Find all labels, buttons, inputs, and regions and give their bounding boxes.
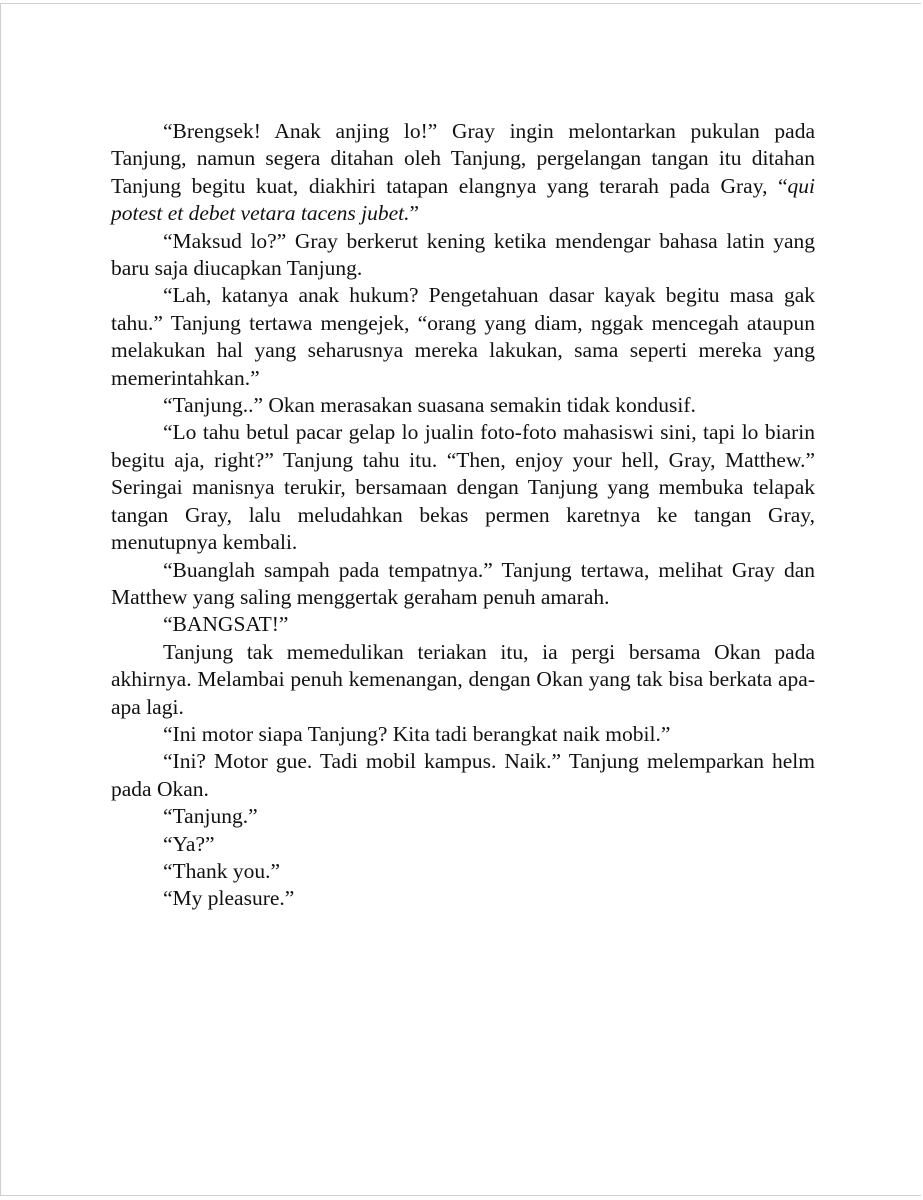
paragraph-10: “Ini? Motor gue. Tadi mobil kampus. Naik.” Tanjung melemparkan helm pada Okan. [111, 749, 815, 801]
paragraph-1-text-b: ” [409, 201, 420, 226]
paragraph-4: “Tanjung..” Okan merasakan suasana semakin tidak kondusif. [163, 393, 696, 418]
paragraph-13: “Thank you.” [163, 858, 281, 883]
document-page [0, 3, 921, 1196]
body-text [111, 118, 815, 913]
latin-quote: qui potest et debet vetara tacens jubet. [111, 173, 815, 226]
paragraph-1 [111, 118, 815, 228]
paragraph-2: “Maksud lo?” Gray berkerut kening ketika mendengar bahasa latin yang baru saja diucapkan Tanjung. [111, 228, 815, 281]
paragraph-5: “Lo tahu betul pacar gelap lo jualin foto-foto mahasiswi sini, tapi lo biarin begitu aja, right?” Tanjung tahu itu. “Then, enjoy your hell, Gray, Matthew.” Seringai manisnya terukir, bersamaan dengan Tanjung yang membuka telapak tangan Gray, lalu meludahkan bekas permen karetnya ke tangan Gray, menutupnya kembali. [111, 420, 815, 555]
paragraph-9: “Ini motor siapa Tanjung? Kita tadi berangkat naik mobil.” [163, 721, 671, 746]
paragraph-7: “BANGSAT!” [163, 612, 289, 637]
paragraph-8: Tanjung tak memedulikan teriakan itu, ia pergi bersama Okan pada akhirnya. Melambai penuh kemenangan, dengan Okan yang tak bisa berkata apa-apa lagi. [111, 639, 815, 719]
paragraph-14: “My pleasure.” [163, 886, 295, 911]
paragraph-12: “Ya?” [163, 831, 215, 856]
paragraph-11: “Tanjung.” [163, 804, 258, 829]
paragraph-3: “Lah, katanya anak hukum? Pengetahuan dasar kayak begitu masa gak tahu.” Tanjung tertawa mengejek, “orang yang diam, nggak mencegah ataupun melakukan hal yang seharusnya mereka lakukan, sama seperti mereka yang memerintahkan.” [111, 283, 815, 390]
paragraph-1-text-a: “Brengsek! Anak anjing lo!” Gray ingin melontarkan pukulan pada Tanjung, namun segera ditahan oleh Tanjung, pergelangan tangan itu ditahan Tanjung begitu kuat, diakhiri tatapan elangnya yang terarah pada Gray, “ [111, 119, 815, 198]
paragraph-6: “Buanglah sampah pada tempatnya.” Tanjung tertawa, melihat Gray dan Matthew yang saling menggertak geraham penuh amarah. [111, 557, 815, 609]
